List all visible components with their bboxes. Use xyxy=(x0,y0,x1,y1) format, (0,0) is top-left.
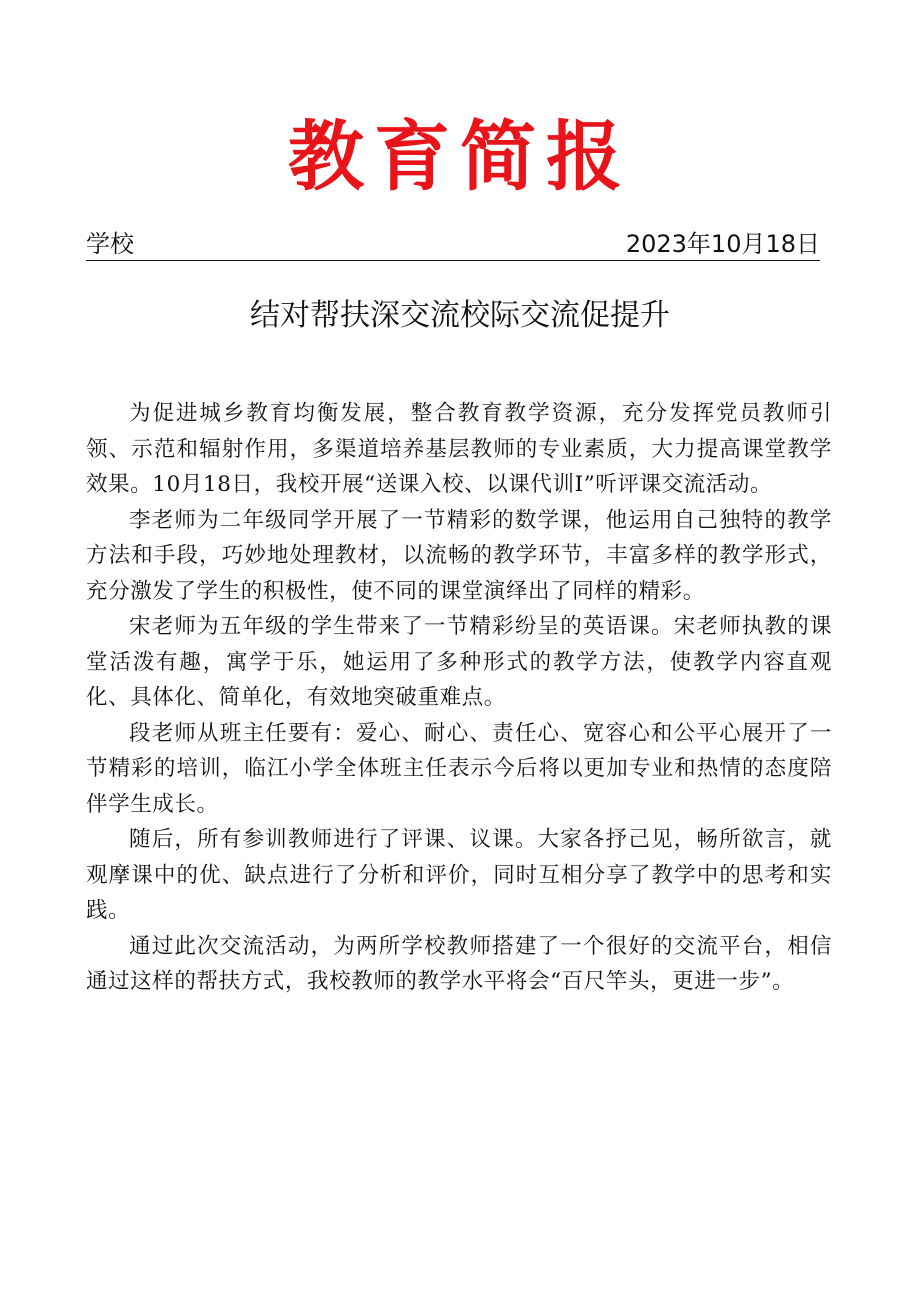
article-paragraph: 随后，所有参训教师进行了评课、议课。大家各抒己见，畅所欲言，就观摩课中的优、缺点进行了分析和评价，同时互相分享了教学中的思考和实践。 xyxy=(86,827,832,923)
article-headline: 结对帮扶深交流校际交流促提升 xyxy=(250,298,670,333)
article-paragraph: 通过此次交流活动，为两所学校教师搭建了一个很好的交流平台，相信通过这样的帮扶方式，我校教师的教学水平将会“百尺竿头，更进一步”。 xyxy=(86,933,832,994)
info-line xyxy=(86,228,820,261)
article-paragraph: 宋老师为五年级的学生带来了一节精彩纷呈的英语课。宋老师执教的课堂活泼有趣，寓学于乐，她运用了多种形式的教学方法，使教学内容直观化、具体化、简单化，有效地突破重难点。 xyxy=(86,614,832,710)
school-label: 学校 xyxy=(86,230,134,258)
article-body xyxy=(86,396,832,1000)
article-paragraph: 段老师从班主任要有：爱心、耐心、责任心、宽容心和公平心展开了一节精彩的培训，临江小学全体班主任表示今后将以更加专业和热情的态度陪伴学生成长。 xyxy=(86,720,832,817)
masthead-title: 教育简报 xyxy=(288,112,632,201)
issue-date: 2023年10月18日 xyxy=(625,230,820,258)
article-paragraph: 为促进城乡教育均衡发展，整合教育教学资源，充分发挥党员教师引领、示范和辐射作用，多渠道培养基层教师的专业素质，大力提高课堂教学效果。10月18日，我校开展“送课入校、以课代训I”听评课交流活动。 xyxy=(86,401,832,497)
article-paragraph: 李老师为二年级同学开展了一节精彩的数学课，他运用自己独特的教学方法和手段，巧妙地处理教材，以流畅的教学环节，丰富多样的教学形式，充分激发了学生的积极性，使不同的课堂演绎出了同样的精彩。 xyxy=(86,507,832,604)
